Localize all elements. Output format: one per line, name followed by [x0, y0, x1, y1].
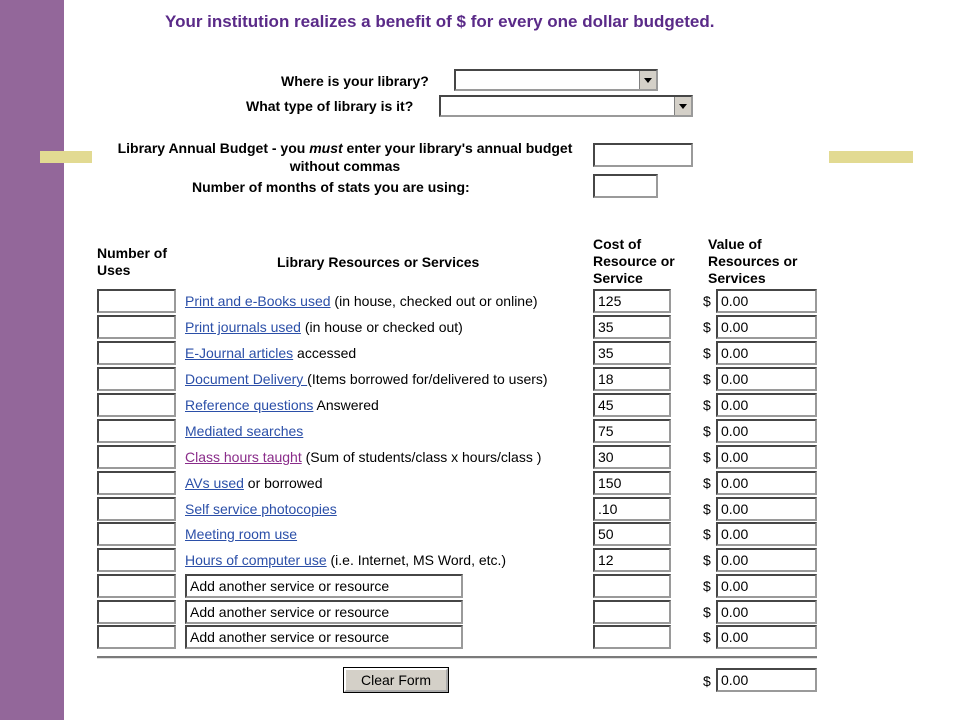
resource-description [185, 397, 379, 413]
currency-symbol: $ [703, 673, 711, 689]
resource-link[interactable]: Self service photocopies [185, 501, 337, 517]
accent-bar-right [829, 151, 913, 163]
resource-link[interactable]: Mediated searches [185, 423, 304, 439]
resource-description [185, 423, 303, 439]
table-divider [97, 656, 817, 659]
cost-field[interactable]: 35 [593, 315, 671, 339]
value-field[interactable]: 0.00 [716, 497, 817, 521]
value-field[interactable]: 0.00 [716, 419, 817, 443]
value-field[interactable]: 0.00 [716, 367, 817, 391]
table-row [0, 367, 960, 393]
value-field[interactable]: 0.00 [716, 341, 817, 365]
resource-note: accessed [293, 345, 357, 361]
currency-symbol: $ [703, 629, 711, 645]
resource-description [185, 345, 356, 361]
custom-service-field[interactable]: Add another service or resource [185, 574, 463, 598]
currency-symbol: $ [703, 501, 711, 517]
resource-note: (in house or checked out) [300, 319, 463, 335]
value-field[interactable]: 0.00 [716, 600, 817, 624]
column-header-value: Value of Resources or Services [708, 236, 798, 286]
custom-service-field[interactable]: Add another service or resource [185, 625, 463, 649]
currency-symbol: $ [703, 449, 711, 465]
uses-field[interactable] [97, 548, 176, 572]
annual-budget-label: Library Annual Budget - you must enter your library's annual budget without commas [117, 140, 573, 174]
uses-field[interactable] [97, 367, 176, 391]
resource-description [185, 371, 548, 387]
custom-table-row [0, 600, 960, 626]
table-row [0, 522, 960, 548]
currency-symbol: $ [703, 293, 711, 309]
accent-bar-left [40, 151, 92, 163]
library-location-select[interactable] [454, 69, 658, 91]
resource-link[interactable]: Class hours taught [185, 449, 302, 465]
resource-description [185, 449, 541, 465]
uses-field[interactable] [97, 419, 176, 443]
custom-table-row [0, 574, 960, 600]
library-type-label: What type of library is it? [246, 98, 414, 114]
uses-field[interactable] [97, 445, 176, 469]
resource-description [185, 526, 297, 542]
resource-link[interactable]: Print journals used [185, 319, 301, 335]
table-row [0, 289, 960, 315]
uses-field[interactable] [97, 289, 176, 313]
table-row [0, 341, 960, 367]
table-row [0, 548, 960, 574]
table-row [0, 315, 960, 341]
currency-symbol: $ [703, 319, 711, 335]
value-field[interactable]: 0.00 [716, 548, 817, 572]
uses-field[interactable] [97, 574, 176, 598]
currency-symbol: $ [703, 371, 711, 387]
column-header-cost: Cost of Resource or Service [593, 236, 675, 286]
value-field[interactable]: 0.00 [716, 625, 817, 649]
resource-link[interactable]: Hours of computer use [185, 552, 327, 568]
resource-link[interactable]: E-Journal articles [185, 345, 294, 361]
value-field[interactable]: 0.00 [716, 471, 817, 495]
resource-link[interactable]: Document Delivery [185, 371, 308, 387]
cost-field[interactable] [593, 600, 671, 624]
cost-field[interactable]: 50 [593, 522, 671, 546]
cost-field[interactable]: .10 [593, 497, 671, 521]
resource-description [185, 293, 538, 309]
cost-field[interactable] [593, 625, 671, 649]
months-of-stats-label: Number of months of stats you are using: [192, 179, 470, 195]
uses-field[interactable] [97, 497, 176, 521]
value-field[interactable]: 0.00 [716, 522, 817, 546]
cost-field[interactable]: 75 [593, 419, 671, 443]
chevron-down-icon[interactable] [674, 97, 691, 115]
months-of-stats-field[interactable] [593, 174, 658, 198]
cost-field[interactable]: 12 [593, 548, 671, 572]
table-row [0, 445, 960, 471]
cost-field[interactable]: 35 [593, 341, 671, 365]
resource-link[interactable]: AVs used [185, 475, 244, 491]
uses-field[interactable] [97, 393, 176, 417]
resource-note: (i.e. Internet, MS Word, etc.) [326, 552, 507, 568]
value-field[interactable]: 0.00 [716, 315, 817, 339]
resource-note: (Items borrowed for/delivered to users) [307, 371, 548, 387]
resource-description [185, 475, 322, 491]
cost-field[interactable]: 30 [593, 445, 671, 469]
table-row [0, 393, 960, 419]
resource-link[interactable]: Meeting room use [185, 526, 298, 542]
cost-field[interactable]: 45 [593, 393, 671, 417]
cost-field[interactable]: 150 [593, 471, 671, 495]
resource-note: or borrowed [243, 475, 323, 491]
custom-table-row [0, 625, 960, 651]
currency-symbol: $ [703, 526, 711, 542]
resource-note: Answered [313, 397, 379, 413]
custom-service-field[interactable]: Add another service or resource [185, 600, 463, 624]
table-row [0, 419, 960, 445]
cost-field[interactable]: 125 [593, 289, 671, 313]
column-header-resources: Library Resources or Services [277, 254, 480, 270]
benefit-headline: Your institution realizes a benefit of $ for every one dollar budgeted. [165, 12, 715, 31]
currency-symbol: $ [703, 345, 711, 361]
currency-symbol: $ [703, 578, 711, 594]
annual-budget-field[interactable] [593, 143, 693, 167]
resource-description [185, 501, 337, 517]
cost-field[interactable] [593, 574, 671, 598]
chevron-down-icon[interactable] [639, 71, 656, 89]
value-field[interactable]: 0.00 [716, 289, 817, 313]
value-field[interactable]: 0.00 [716, 574, 817, 598]
currency-symbol: $ [703, 475, 711, 491]
library-location-label: Where is your library? [281, 73, 429, 89]
clear-form-button[interactable]: Clear Form [344, 668, 448, 692]
library-type-select[interactable] [439, 95, 693, 117]
table-row [0, 497, 960, 523]
uses-field[interactable] [97, 471, 176, 495]
total-value-field[interactable]: 0.00 [716, 668, 817, 692]
uses-field[interactable] [97, 625, 176, 649]
value-field[interactable]: 0.00 [716, 393, 817, 417]
resource-note: (Sum of students/class x hours/class ) [301, 449, 542, 465]
currency-symbol: $ [703, 604, 711, 620]
resource-description [185, 319, 463, 335]
uses-field[interactable] [97, 315, 176, 339]
resource-link[interactable]: Print and e-Books used [185, 293, 331, 309]
cost-field[interactable]: 18 [593, 367, 671, 391]
value-field[interactable]: 0.00 [716, 445, 817, 469]
uses-field[interactable] [97, 341, 176, 365]
resource-link[interactable]: Reference questions [185, 397, 314, 413]
resource-note: (in house, checked out or online) [330, 293, 538, 309]
currency-symbol: $ [703, 552, 711, 568]
uses-field[interactable] [97, 522, 176, 546]
currency-symbol: $ [703, 397, 711, 413]
currency-symbol: $ [703, 423, 711, 439]
uses-field[interactable] [97, 600, 176, 624]
table-row [0, 471, 960, 497]
column-header-uses: Number of Uses [97, 245, 167, 278]
resource-description [185, 552, 506, 568]
